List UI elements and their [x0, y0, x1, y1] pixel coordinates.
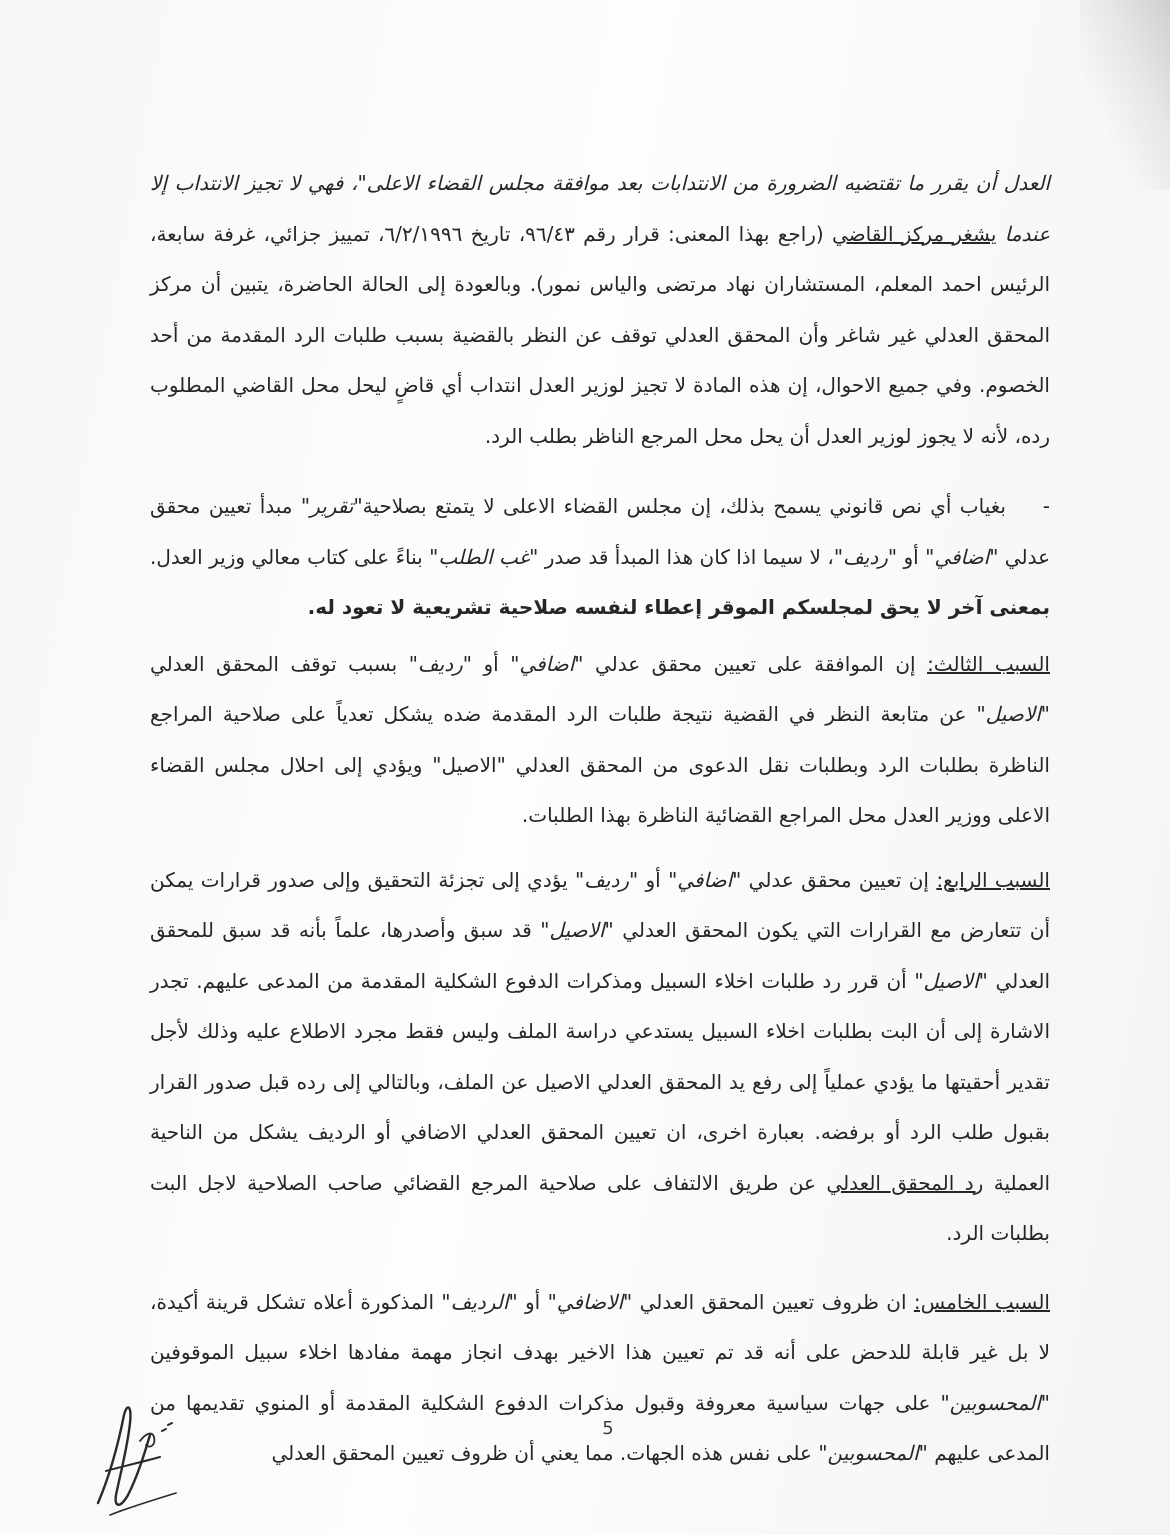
text-span: أو — [897, 544, 926, 569]
paragraph-1 — [150, 158, 1050, 461]
text-span: إن تعيين محقق عدلي — [741, 867, 937, 892]
text-span: أن قرر رد طلبات اخلاء السبيل ومذكرات الدفوع الشكلية المقدمة من المدعى عليهم. تجدر الاشارة إلى أن البت بطلبات اخلاء السبيل يستدعي دراسة الملف وليس فقط مجرد الاطلاع عليه وذلك لأجل تقدير أحقيتها ما يؤدي عملياً إلى رفع يد المحقق العدلي الاصيل عن الملف، وبالتالي إلى رده قبل صدور القرار بقبول طلب الرد أو برفضه. بعبارة اخرى، ان تعيين المحقق العدلي الاضافي أو الرديف يشكل من الناحية العملية — [150, 968, 1050, 1195]
page-number: 5 — [602, 1418, 614, 1439]
quoted-term: "الاضافي" — [547, 1289, 633, 1314]
page-curl-shadow — [1080, 0, 1170, 190]
underlined-phrase: رد المحقق العدلي — [826, 1170, 984, 1195]
bullet-dash: - — [1042, 494, 1050, 518]
signature-mark — [80, 1375, 190, 1525]
text-span: أو — [638, 867, 669, 892]
text-span: على نفس هذه الجهات. مما يعني أن ظروف تعيين المحقق العدلي — [271, 1441, 819, 1465]
quoted-term: "المحسوبين" — [940, 1390, 1050, 1415]
text-span: إن الموافقة على تعيين محقق عدلي — [583, 651, 928, 676]
paragraph-5 — [150, 1277, 1050, 1479]
text-span: أو — [517, 1289, 548, 1314]
quoted-term: "الاصيل" — [976, 702, 1050, 726]
text-span: مبدأ تعيين محقق عدلي — [150, 494, 1051, 569]
text-span: بناءً على كتاب معالي وزير العدل. — [150, 544, 430, 569]
quoted-term: "رديف" — [833, 544, 898, 569]
text-span: بغياب أي نص قانوني يسمح بذلك، إن مجلس القضاء الاعلى لا يتمتع بصلاحية — [362, 494, 1006, 518]
document-body — [150, 158, 1050, 1479]
section-heading: السبب الثالث: — [927, 651, 1050, 676]
text-span: العدل أن يقرر ما تقتضيه الضرورة من الانتدابات بعد موافقة مجلس القضاء الاعلى"، فهي لا تجيز الانتداب إلا عندما — [150, 171, 1051, 246]
section-heading: السبب الخامس: — [913, 1289, 1050, 1314]
text-span: بسبب توقف المحقق العدلي — [150, 651, 409, 676]
quoted-term: "اضافي" — [668, 867, 742, 892]
quoted-term: "رديف" — [408, 651, 472, 676]
quoted-term: "غب الطلب" — [429, 544, 539, 569]
quoted-term: "اضافي" — [510, 651, 584, 676]
text-span: على جهات سياسية معروفة وقبول مذكرات الدفوع الشكلية المقدمة أو المنوي تقديمها من المدعى عليهم — [150, 1390, 1050, 1465]
text-span: عن متابعة النظر في القضية نتيجة طلبات الرد المقدمة ضده يشكل تعدياً على صلاحية المراجع الناظرة بطلبات الرد وبطلبات نقل الدعوى من المحقق العدلي "الاصيل" ويؤدي إلى احلال مجلس القضاء الاعلى ووزير العدل محل المراجع القضائية الناظرة بهذا الطلبات. — [150, 702, 1050, 827]
text-span: أو — [471, 651, 511, 676]
quoted-term: "اضافي" — [925, 544, 999, 569]
quoted-term: "رديف" — [574, 867, 639, 892]
quoted-term: "الاصيل" — [914, 968, 988, 993]
quoted-term: "تقرير" — [300, 494, 363, 518]
text-span: ان ظروف تعيين المحقق العدلي — [632, 1289, 914, 1314]
paragraph-2 — [150, 481, 1050, 633]
section-heading: السبب الرابع: — [936, 867, 1050, 892]
text-span: (راجع بهذا المعنى: قرار رقم ٩٦/٤٣، تاريخ ٦/٢/١٩٩٦، تمييز جزائي، غرفة سابعة، الرئيس احمد المعلم، المستشاران نهاد مرتضى والياس نمور). وبالعودة إلى الحالة الحاضرة، يتبين أن مركز المحقق العدلي غير شاغر وأن المحقق العدلي توقف عن النظر بالقضية بسبب طلبات الرد المقدمة من أحد الخصوم. وفي جميع الاحوال، إن هذه المادة لا تجيز لوزير العدل انتداب أي قاضٍ ليحل محل القاضي المطلوب رده، لأنه لا يجوز لوزير العدل أن يحل محل المرجع الناظر بطلب الرد. — [150, 221, 1050, 448]
underlined-phrase: يشغر مركز القاضي — [832, 221, 997, 246]
quoted-term: "الاصيل" — [540, 918, 614, 942]
paragraph-3 — [150, 639, 1050, 841]
text-span: عن طريق الالتفاف على صلاحية المرجع القضائي صاحب الصلاحية لاجل البت بطلبات الرد. — [150, 1170, 1050, 1245]
quoted-term: "المحسوبين" — [818, 1441, 928, 1465]
text-span: يؤدي إلى تجزئة التحقيق وإلى صدور قرارات يمكن أن تتعارض مع القرارات التي يكون المحقق العدلي — [150, 867, 1050, 942]
text-span: المذكورة أعلاه تشكل قرينة أكيدة، لا بل غير قابلة للدحض على أنه قد تم تعيين هذا الاخير بهدف انجاز مهمة مفادها اخلاء سبيل الموقوفين — [150, 1289, 1050, 1364]
quoted-term: "الرديف" — [441, 1289, 518, 1314]
text-span: ، لا سيما اذا كان هذا المبدأ قد صدر — [538, 544, 834, 569]
text-span: قد سبق وأصدرها، علماً بأنه قد سبق للمحقق العدلي — [150, 918, 1051, 993]
paragraph-4 — [150, 855, 1050, 1259]
bold-statement: بمعنى آخر لا يحق لمجلسكم الموقر إعطاء لنفسه صلاحية تشريعية لا تعود له. — [307, 595, 1050, 619]
